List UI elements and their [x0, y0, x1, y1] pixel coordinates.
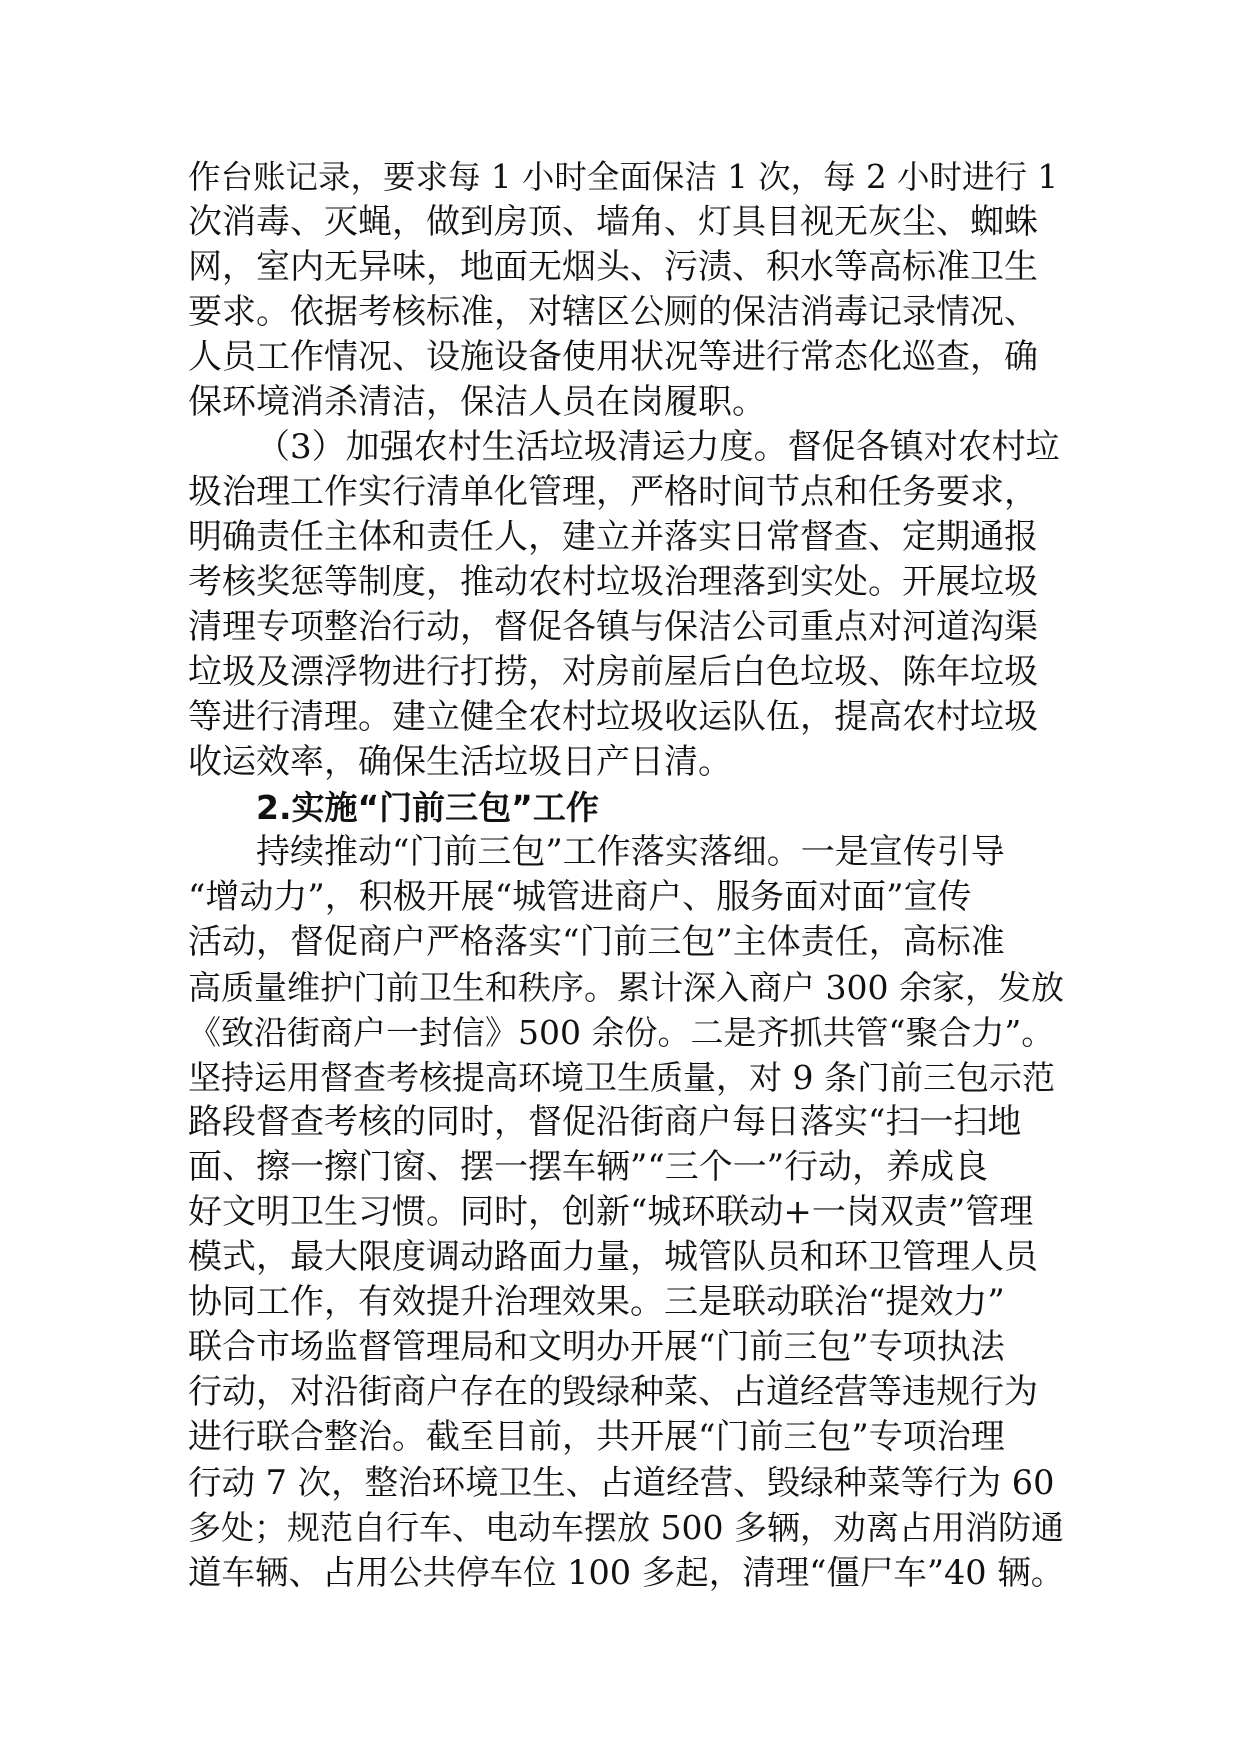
- body-text-line: 联合市场监督管理局和文明办开展“门前三包”专项执法: [188, 1327, 1005, 1367]
- body-text-line: 等进行清理。建立健全农村垃圾收运队伍，提高农村垃圾: [188, 697, 1038, 737]
- body-text-line: 坚持运用督查考核提高环境卫生质量，对 9 条门前三包示范: [188, 1058, 1055, 1097]
- body-text-line: 模式，最大限度调动路面力量，城管队员和环卫管理人员: [188, 1237, 1038, 1277]
- body-text-line: 行动 7 次，整治环境卫生、占道经营、毁绿种菜等行为 60: [188, 1463, 1055, 1502]
- body-text-line: 圾治理工作实行清单化管理，严格时间节点和任务要求，: [188, 472, 1038, 512]
- body-text-line: 人员工作情况、设施设备使用状况等进行常态化巡查，确: [188, 337, 1038, 377]
- body-text-line: 收运效率，确保生活垃圾日产日清。: [188, 742, 732, 782]
- section-heading: 2.实施“门前三包”工作: [256, 788, 599, 827]
- body-text-line: 《致沿街商户一封信》500 余份。二是齐抓共管“聚合力”。: [188, 1013, 1055, 1052]
- body-text-line: 活动，督促商户严格落实“门前三包”主体责任，高标准: [188, 922, 1005, 962]
- body-text-line: 垃圾及漂浮物进行打捞，对房前屋后白色垃圾、陈年垃圾: [188, 652, 1038, 692]
- paragraph-start-line: 持续推动“门前三包”工作落实落细。一是宣传引导: [256, 832, 1005, 872]
- body-text-line: 好文明卫生习惯。同时，创新“城环联动+一岗双责”管理: [188, 1192, 1034, 1232]
- body-text-line: 考核奖惩等制度，推动农村垃圾治理落到实处。开展垃圾: [188, 562, 1038, 602]
- body-text-line: 协同工作，有效提升治理效果。三是联动联治“提效力”: [188, 1282, 1005, 1322]
- body-text-line: 高质量维护门前卫生和秩序。累计深入商户 300 余家，发放: [188, 968, 1064, 1007]
- body-text-line: 明确责任主体和责任人，建立并落实日常督查、定期通报: [188, 517, 1038, 557]
- body-text-line: 网，室内无异味，地面无烟头、污渍、积水等高标准卫生: [188, 247, 1038, 287]
- body-text-line: 次消毒、灭蝇，做到房顶、墙角、灯具目视无灰尘、蜘蛛: [188, 202, 1038, 242]
- body-text-line: 要求。依据考核标准，对辖区公厕的保洁消毒记录情况、: [188, 292, 1038, 332]
- body-text-line: “增动力”，积极开展“城管进商户、服务面对面”宣传: [188, 877, 972, 917]
- body-text-line: 多处；规范自行车、电动车摆放 500 多辆，劝离占用消防通: [188, 1508, 1064, 1547]
- body-text-line: 进行联合整治。截至目前，共开展“门前三包”专项治理: [188, 1417, 1005, 1457]
- body-text-line: 作台账记录，要求每 1 小时全面保洁 1 次，每 2 小时进行 1: [188, 158, 1059, 196]
- body-text-line: 清理专项整治行动，督促各镇与保洁公司重点对河道沟渠: [188, 607, 1038, 647]
- body-text-line: 面、擦一擦门窗、摆一摆车辆”“三个一”行动，养成良: [188, 1147, 989, 1187]
- paragraph-start-line: （3）加强农村生活垃圾清运力度。督促各镇对农村垃: [256, 427, 1060, 467]
- body-text-line: 行动，对沿街商户存在的毁绿种菜、占道经营等违规行为: [188, 1372, 1038, 1412]
- body-text-line: 保环境消杀清洁，保洁人员在岗履职。: [188, 382, 766, 422]
- body-text-line: 路段督查考核的同时，督促沿街商户每日落实“扫一扫地: [188, 1102, 1022, 1142]
- body-text-line: 道车辆、占用公共停车位 100 多起，清理“僵尸车”40 辆。: [188, 1553, 1065, 1592]
